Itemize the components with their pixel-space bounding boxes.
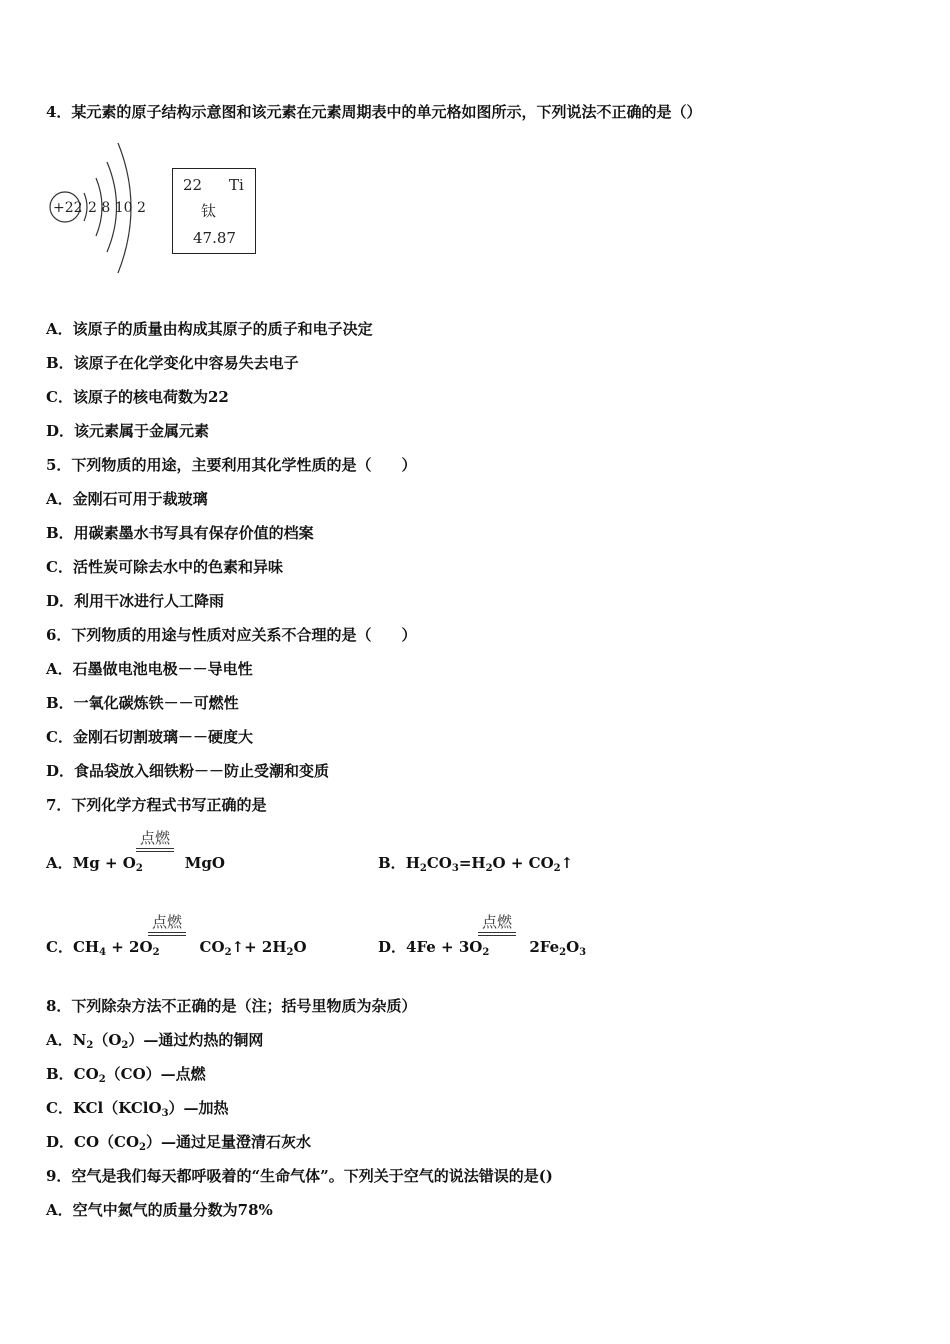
q4-option-c[interactable]: C．该原子的核电荷数为22	[46, 388, 229, 406]
q4-option-a[interactable]: A．该原子的质量由构成其原子的质子和电子决定	[46, 320, 373, 338]
q7-a-lhs-sub: 2	[135, 863, 143, 874]
q6-stem: 6．下列物质的用途与性质对应关系不合理的是（ ）	[46, 626, 417, 644]
q7-option-c[interactable]: C．$CH_4 + 2O_2$ $CO_2↑+ 2H_2O$	[46, 938, 307, 958]
q5-option-d[interactable]: D．利用干冰进行人工降雨	[46, 592, 225, 610]
atom-structure-diagram	[44, 135, 154, 280]
cell-symbol: Ti	[229, 176, 244, 194]
q8-option-d[interactable]: D．$CO(CO_2)—$通过足量澄清石灰水	[46, 1133, 312, 1153]
q7-b-prefix: B．	[378, 854, 406, 872]
q7-option-a[interactable]	[46, 853, 225, 873]
q5-option-b[interactable]: B．用碳素墨水书写具有保存价值的档案	[46, 524, 314, 542]
q7-a-lhs: Mg + O	[72, 854, 136, 872]
cell-element-name: 钛	[201, 202, 217, 220]
q4-stem: 4．某元素的原子结构示意图和该元素在元素周期表中的单元格如图所示，下列说法不正确的是（）	[46, 103, 702, 121]
q7-a-prefix: A．	[46, 854, 73, 872]
q6-option-d[interactable]: D．食品袋放入细铁粉－－防止受潮和变质	[46, 762, 330, 780]
q4-option-b[interactable]: B．该原子在化学变化中容易失去电子	[46, 354, 299, 372]
q7-d-prefix: D．	[378, 938, 407, 956]
q5-stem: 5．下列物质的用途，主要利用其化学性质的是（ ）	[46, 456, 417, 474]
q9-option-a[interactable]: A．空气中氮气的质量分数为78%	[46, 1201, 273, 1219]
q7-d-condition: 点燃	[478, 913, 516, 936]
q4-option-d[interactable]: D．该元素属于金属元素	[46, 422, 210, 440]
q5-option-a[interactable]: A．金刚石可用于裁玻璃	[46, 490, 208, 508]
q8-option-b[interactable]: B．$CO_2(CO)—$点燃	[46, 1065, 206, 1085]
q7-c-condition: 点燃	[148, 913, 186, 936]
q8-stem: 8．下列除杂方法不正确的是（注；括号里物质为杂质）	[46, 997, 417, 1015]
q7-option-d[interactable]: D．$4Fe + 3O_2$ $2Fe_2O_3$	[378, 938, 587, 958]
q5-option-c[interactable]: C．活性炭可除去水中的色素和异味	[46, 558, 283, 576]
q9-stem: 9．空气是我们每天都呼吸着的“生命气体”。下列关于空气的说法错误的是()	[46, 1167, 553, 1185]
q6-option-c[interactable]: C．金刚石切割玻璃－－硬度大	[46, 728, 253, 746]
q7-option-b[interactable]: B．$H_2CO_3=H_2O$ + $CO_2↑$	[378, 854, 574, 874]
periodic-table-cell	[172, 168, 256, 254]
q6-option-a[interactable]: A．石墨做电池电极－－导电性	[46, 660, 253, 678]
q7-a-rhs: MgO	[184, 854, 225, 872]
atom-nucleus: +22	[53, 200, 83, 216]
q6-option-b[interactable]: B．一氧化碳炼铁－－可燃性	[46, 694, 239, 712]
q7-stem: 7．下列化学方程式书写正确的是	[46, 796, 267, 814]
atom-shells: 2 8 10 2	[88, 200, 146, 216]
cell-atomic-number: 22	[183, 176, 203, 194]
q7-a-condition: 点燃	[136, 829, 174, 852]
q8-option-a[interactable]: A．$N_2(O_2)—$通过灼热的铜网	[46, 1031, 264, 1051]
q8-option-c[interactable]: C．KCl（KClO$_3$）—加热	[46, 1099, 229, 1119]
cell-atomic-mass: 47.87	[193, 229, 236, 247]
q7-c-prefix: C．	[46, 938, 73, 956]
